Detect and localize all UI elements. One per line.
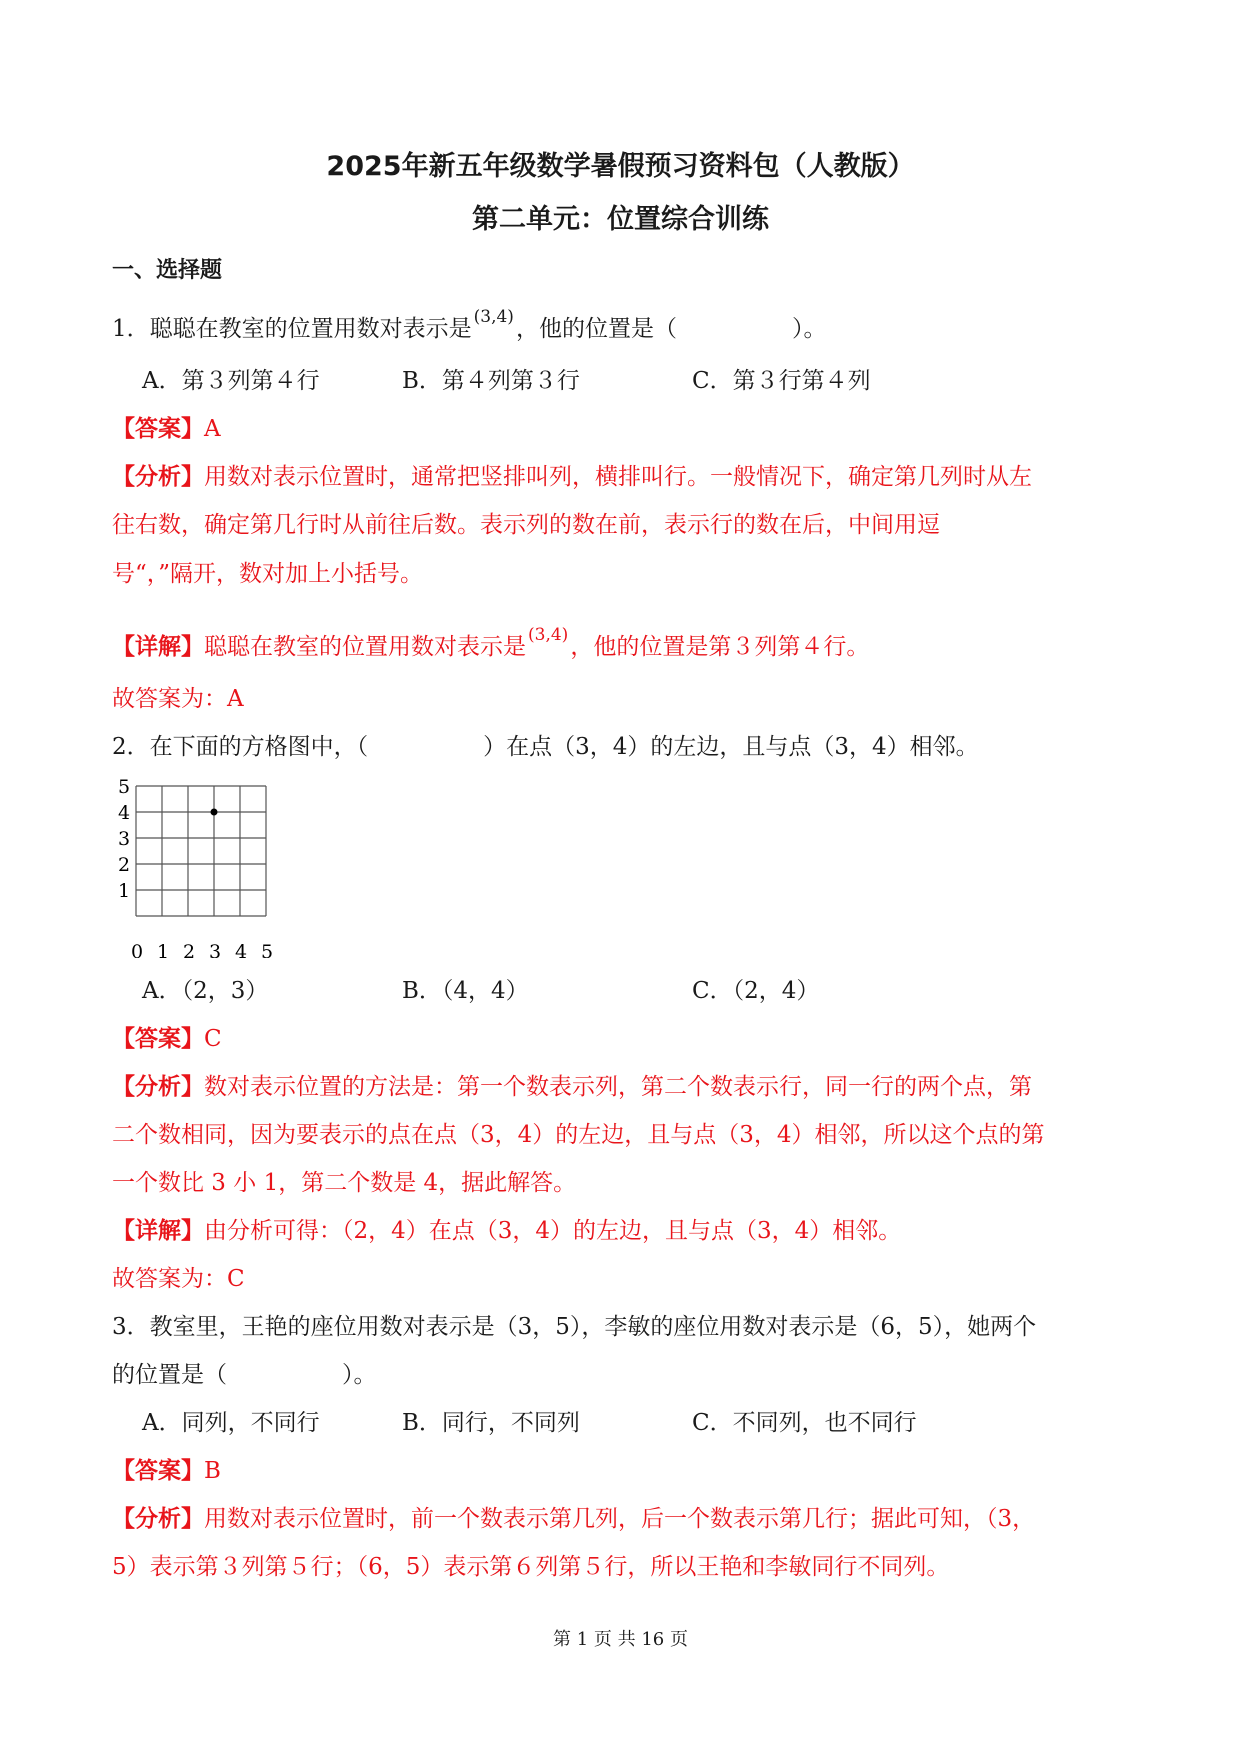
grid-y-labels xyxy=(118,778,130,902)
q3-stem-line-2: 的位置是（ ）。 xyxy=(112,1362,377,1388)
q2-detail-text: 由分析可得：（2，4）在点（3，4）的左边，且与点（3，4）相邻。 xyxy=(204,1218,902,1244)
q1-analysis-line-3: 号“，”隔开，数对加上小括号。 xyxy=(112,561,424,587)
page-subtitle: 第二单元：位置综合训练 xyxy=(472,204,769,235)
q2-answer xyxy=(112,1024,222,1054)
q3-option-c: C．不同列，也不同行 xyxy=(692,1410,917,1436)
grid-y-label: 5 xyxy=(118,778,131,798)
q1-conclusion: 故答案为：A xyxy=(112,686,244,712)
q2-grid-figure xyxy=(116,778,286,958)
q1-answer-value: A xyxy=(204,416,221,442)
q1-analysis-line-1 xyxy=(112,462,1032,492)
q2-option-c: C．（2，4） xyxy=(692,978,820,1004)
grid-x-labels xyxy=(131,941,273,958)
q1-detail-tag: 【详解】 xyxy=(112,634,204,660)
q3-answer xyxy=(112,1456,221,1486)
grid-x-label: 3 xyxy=(209,941,222,958)
grid-lines xyxy=(136,786,266,916)
q3-analysis-text-1: 用数对表示位置时，前一个数表示第几列，后一个数表示第几行；据此可知，（3， xyxy=(204,1506,1036,1532)
page-title: 2025年新五年级数学暑假预习资料包（人教版） xyxy=(326,151,915,182)
q2-stem: 2．在下面的方格图中，（ ）在点（3，4）的左边，且与点（3，4）相邻。 xyxy=(112,734,979,760)
q2-answer-tag: 【答案】 xyxy=(112,1026,204,1052)
q3-analysis-line-1 xyxy=(112,1504,1035,1534)
q3-analysis-tag: 【分析】 xyxy=(112,1506,204,1532)
page-footer: 第 1 页 共 16 页 xyxy=(553,1629,688,1650)
q2-analysis-line-3: 一个数比 3 小 1，第二个数是 4，据此解答。 xyxy=(112,1170,577,1196)
q1-detail-tail: ，他的位置是第３列第４行。 xyxy=(570,634,870,660)
q3-option-a: A．同列，不同行 xyxy=(142,1410,320,1436)
section-heading: 一、选择题 xyxy=(112,258,223,283)
q1-stem-tail: ，他的位置是（ ）。 xyxy=(515,316,827,342)
grid-point xyxy=(211,809,218,816)
q3-option-b: B．同行，不同列 xyxy=(402,1410,580,1436)
q1-analysis-text-1: 用数对表示位置时，通常把竖排叫列，横排叫行。一般情况下，确定第几列时从左 xyxy=(204,464,1032,490)
q3-answer-value: B xyxy=(204,1458,221,1484)
q1-analysis-tag: 【分析】 xyxy=(112,464,204,490)
q1-stem-text: 1．聪聪在教室的位置用数对表示是 xyxy=(112,316,472,342)
grid-y-label: 2 xyxy=(118,854,131,876)
q2-option-a: A．（2，3） xyxy=(142,978,269,1004)
q1-option-a: A．第３列第４行 xyxy=(142,368,320,394)
q1-detail-text: 聪聪在教室的位置用数对表示是 xyxy=(204,634,526,660)
q1-option-b: B．第４列第３行 xyxy=(402,368,580,394)
grid-x-label: 1 xyxy=(157,941,170,958)
grid-y-label: 4 xyxy=(118,802,131,824)
q1-detail xyxy=(112,620,869,662)
grid-x-label: 4 xyxy=(235,941,248,958)
q2-analysis-text-1: 数对表示位置的方法是：第一个数表示列，第二个数表示行，同一行的两个点，第 xyxy=(204,1074,1032,1100)
q3-answer-tag: 【答案】 xyxy=(112,1458,204,1484)
grid-y-label: 3 xyxy=(118,828,131,850)
q1-option-c: C．第３行第４列 xyxy=(692,368,871,394)
q2-analysis-line-1 xyxy=(112,1072,1032,1102)
grid-x-label: 5 xyxy=(261,941,274,958)
q1-stem xyxy=(112,302,826,344)
q1-analysis-line-2: 往右数，确定第几行时从前往后数。表示列的数在前，表示行的数在后，中间用逗 xyxy=(112,512,940,538)
q2-analysis-line-2: 二个数相同，因为要表示的点在点（3，4）的左边，且与点（3，4）相邻，所以这个点的第 xyxy=(112,1122,1045,1148)
grid-x-label: 0 xyxy=(131,941,144,958)
q2-analysis-tag: 【分析】 xyxy=(112,1074,204,1100)
q2-option-b: B．（4，4） xyxy=(402,978,529,1004)
q1-pair: (3,4) xyxy=(473,307,514,327)
q1-detail-pair: (3,4) xyxy=(528,625,569,645)
q2-detail-tag: 【详解】 xyxy=(112,1218,204,1244)
q2-conclusion: 故答案为：C xyxy=(112,1266,245,1292)
q2-answer-value: C xyxy=(204,1026,222,1052)
q1-answer xyxy=(112,414,221,444)
q1-answer-tag: 【答案】 xyxy=(112,416,204,442)
grid-y-label: 1 xyxy=(118,880,131,902)
grid-x-label: 2 xyxy=(183,941,196,958)
q3-analysis-line-2: 5）表示第３列第５行；（6，5）表示第６列第５行，所以王艳和李敏同行不同列。 xyxy=(112,1554,950,1580)
q3-stem-line-1: 3．教室里，王艳的座位用数对表示是（3，5），李敏的座位用数对表示是（6，5），她两个 xyxy=(112,1314,1037,1340)
q2-detail xyxy=(112,1216,901,1246)
